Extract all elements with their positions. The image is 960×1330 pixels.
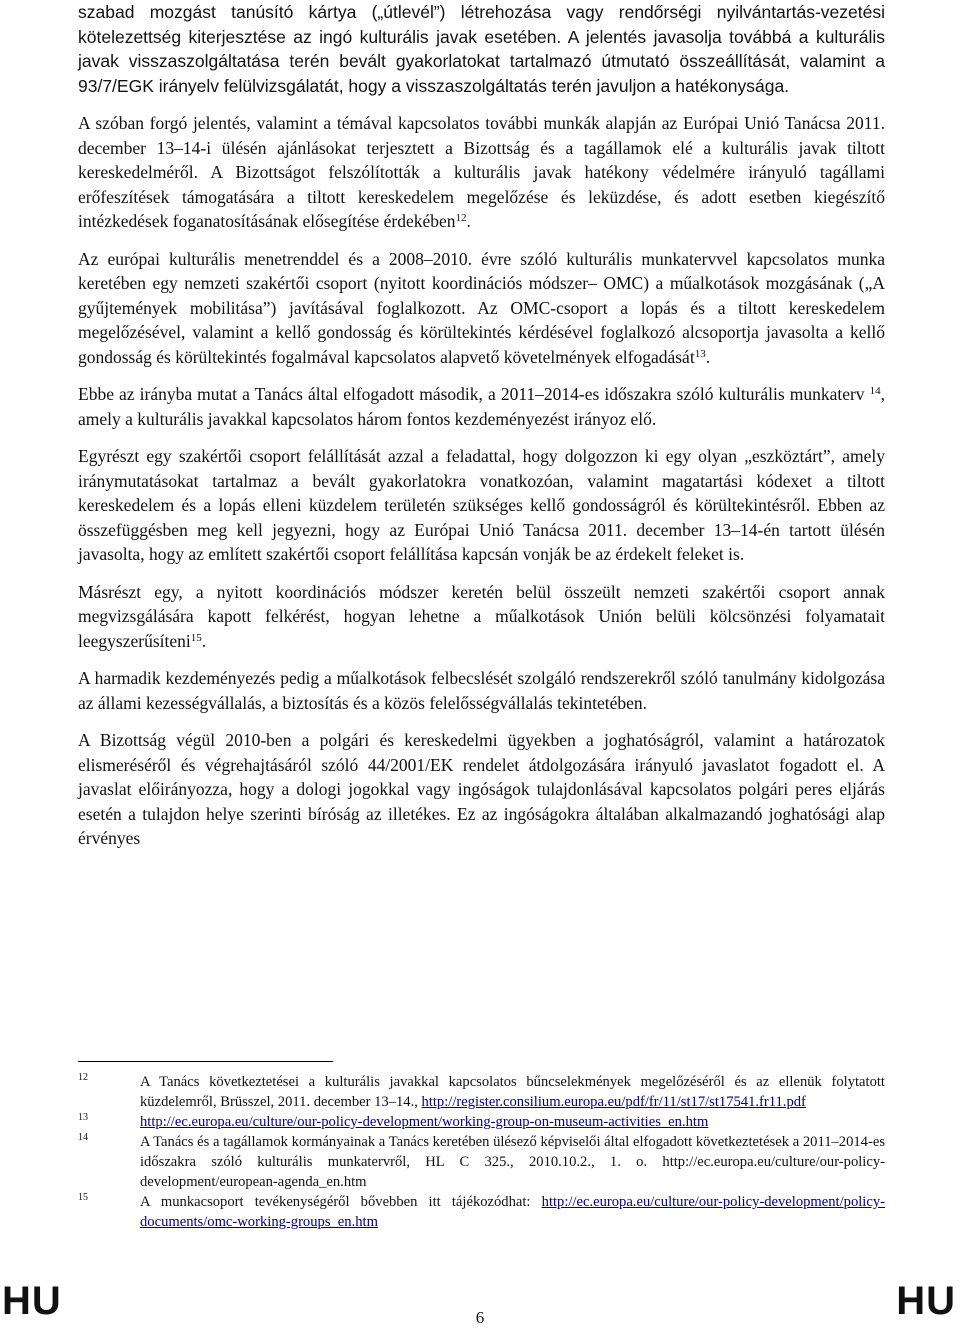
- footnote-number: 14: [78, 1132, 88, 1143]
- paragraph-1: [78, 0, 885, 98]
- footnote-link[interactable]: http://ec.europa.eu/culture/our-policy-development/policy-documents/omc-working-groups_en.htm: [140, 1194, 885, 1230]
- footnote-number: 15: [78, 1192, 88, 1203]
- paragraph-2: A szóban forgó jelentés, valamint a témával kapcsolatos további munkák alapján az Európai Unió Tanácsa 2011. december 13–14-i ülésén ajánlásokat terjesztett a Bizottság és a tagállamok elé a kulturális javak tiltott kereskedelméről. A Bizottságot felszólították a kulturális javak hatékony védelmére irányuló tagállami erőfeszítések támogatására a tiltott kereskedelem megelőzése és leküzdése, és adott esetben kiegészítő intézkedések foganatosításának elősegítése érdekében$^{12}$.: [78, 113, 885, 231]
- language-code-left: HU: [2, 1279, 62, 1323]
- footnote-text: A Tanács következtetései a kulturális javakkal kapcsolatos bűncselekmények megelőzéséről és az ellenük folytatott küzdelemről, Brüsszel, 2011. december 13–14.,: [140, 1074, 885, 1110]
- document-body: [78, 0, 885, 851]
- footnote-number: 13: [78, 1112, 88, 1123]
- footnote-text: A munkacsoport tevékenységéről bővebben itt tájékozódhat:: [140, 1194, 542, 1210]
- paragraph-8: A Bizottság végül 2010-ben a polgári és kereskedelmi ügyekben a joghatóságról, valamint a határozatok elismeréséről és végrehajtásáról szóló 44/2001/EK rendelet átdolgozására irányuló javaslatot fogadott el. A javaslat előirányozza, hogy a dologi jogokkal vagy ingóságok tulajdonlásával kapcsolatos polgári peres eljárás esetén a tulajdon helye szerinti bíróság az illetékes. Ez az ingóságokra általában alkalmazandó joghatósági alap érvényes: [78, 730, 885, 848]
- footnote-ref-12[interactable]: 12: [455, 212, 467, 224]
- paragraph-1-tail: kötelezettség kiterjesztése az ingó kulturális javak esetében. A jelentés javasolja továbbá a kulturális javak visszaszolgáltatása terén bevált gyakorlatokat tartalmazó útmutató összeállítását, valamint a 93/7/EGK irányelv felülvizsgálatát, hogy a visszaszolgáltatás terén javuljon a hatékonysága.: [78, 26, 885, 96]
- page-number: 6: [475, 1308, 485, 1327]
- paragraph-3: Az európai kulturális menetrenddel és a 2008–2010. évre szóló kulturális munkatervvel kapcsolatos munka keretében egy nemzeti szakértői csoport (nyitott koordinációs módszer– OMC) a műalkotások mozgásának („A gyűjtemények mobilitása”) javításával foglalkozott. Az OMC-csoport a lopás és a tiltott kereskedelem megelőzésével, valamint a kellő gondosság és körültekintés kérdésével foglalkozó alcsoportja javasolta a kellő gondosság és körültekintés fogalmával kapcsolatos alapvető követelmények elfogadását$^{13}$.: [78, 248, 885, 367]
- language-code-right: HU: [896, 1279, 956, 1323]
- footnote-text: A Tanács és a tagállamok kormányainak a Tanács keretében ülésező képviselői által elfogadott következtetések a 2011–2014-es időszakra szóló kulturális munkatervről, HL C 325., 2010.10.2., 1. o. http://ec.europa.eu/culture/our-policy-development/european-agenda_en.htm: [140, 1134, 885, 1190]
- footnotes: [78, 1072, 885, 1232]
- paragraph-1-head: szabad mozgást tanúsító kártya („útlevél”) létrehozása vagy rendőrségi nyilvántartás-vezetési: [78, 2, 885, 22]
- footnote-ref-13[interactable]: 13: [694, 347, 706, 360]
- paragraph-6: Másrészt egy, a nyitott koordinációs módszer keretén belül összeült nemzeti szakértői csoport annak megvizsgálására kapott felkérést, hogyan lehetne a műalkotások Unión belüli kölcsönzési folyamatait leegyszerűsíteni$^{15}$.: [78, 581, 885, 651]
- footnote-ref-15[interactable]: 15: [190, 631, 202, 644]
- footnote-15: [78, 1192, 885, 1232]
- footnote-13: [78, 1112, 885, 1132]
- footnote-ref-14[interactable]: 14: [869, 385, 881, 397]
- footnote-link[interactable]: http://ec.europa.eu/culture/our-policy-development/working-group-on-museum-activities_en.htm: [140, 1114, 709, 1130]
- paragraph-7: A harmadik kezdeményezés pedig a műalkotások felbecslését szolgáló rendszerekről szóló tanulmány kidolgozása az állami kezességvállalás, a biztosítás és a közös felelősségvállalás tekintetében.: [78, 668, 885, 713]
- paragraph-4: Ebbe az irányba mutat a Tanács által elfogadott második, a 2011–2014-es időszakra szóló kulturális munkaterv $^{14}$, amely a kulturális javakkal kapcsolatos három fontos kezdeményezést irányoz elő.: [78, 384, 885, 429]
- footnote-14: [78, 1132, 885, 1192]
- footnote-12: [78, 1072, 885, 1112]
- paragraph-5: Egyrészt egy szakértői csoport felállítását azzal a feladattal, hogy dolgozzon ki egy olyan „eszköztárt”, amely iránymutatásokat tartalmaz a bevált gyakorlatokra vonatkozóan, valamint magatartási kódexet a tiltott kereskedelem és a lopás elleni küzdelem területén szükséges kellő gondosságról és körültekintésről. Ebben az összefüggésben meg kell jegyezni, hogy az Európai Unió Tanácsa 2011. december 13–14-én tartott ülésén javasolta, hogy az említett szakértői csoport felállítása kapcsán vonják be az érdekelt feleket is.: [78, 446, 885, 564]
- footnote-link[interactable]: http://register.consilium.europa.eu/pdf/fr/11/st17/st17541.fr11.pdf: [421, 1094, 806, 1110]
- footnote-number: 12: [78, 1072, 88, 1083]
- footnote-divider: [78, 1061, 333, 1062]
